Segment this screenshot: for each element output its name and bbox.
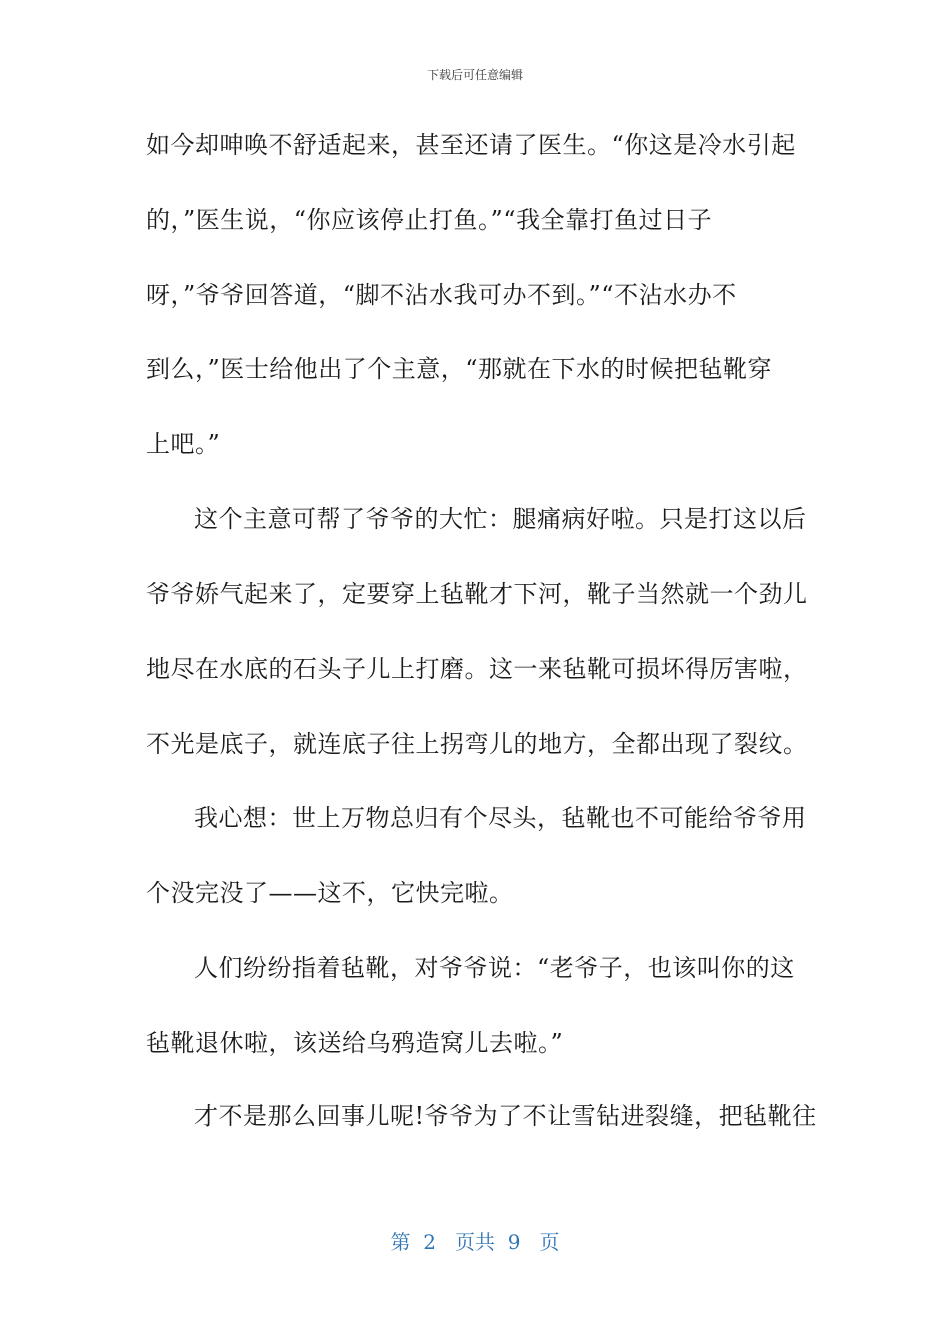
text-line: 个没完没了——这不，它快完啦。 <box>146 879 514 907</box>
text-line: 到么，”医士给他出了个主意，“那就在下水的时候把毡靴穿 <box>146 355 773 383</box>
text-line: 爷爷娇气起来了，定要穿上毡靴才下河，靴子当然就一个劲儿 <box>146 580 808 608</box>
page-number-current: 2 <box>423 1230 436 1254</box>
footer-middle: 页共 <box>455 1230 495 1254</box>
text-line: 毡靴退休啦，该送给乌鸦造窝儿去啦。” <box>146 1029 564 1057</box>
page-number-total: 9 <box>507 1230 521 1254</box>
text-line: 呀，”爷爷回答道，“脚不沾水我可办不到。”“不沾水办不 <box>146 281 737 309</box>
paragraph-start-line: 人们纷纷指着毡靴，对爷爷说：“老爷子，也该叫你的这 <box>194 954 795 982</box>
text-line: 如今却呻唤不舒适起来，甚至还请了医生。“你这是冷水引起 <box>146 131 796 159</box>
text-line: 上吧。” <box>146 430 221 458</box>
text-line: 的，”医生说，“你应该停止打鱼。”“我全靠打鱼过日子 <box>146 206 713 234</box>
paragraph-start-line: 才不是那么回事儿呢!爷爷为了不让雪钻进裂缝，把毡靴往 <box>194 1102 817 1130</box>
page-footer <box>0 1226 950 1255</box>
paragraph-start-line: 这个主意可帮了爷爷的大忙：腿痛病好啦。只是打这以后 <box>194 505 807 533</box>
footer-suffix: 页 <box>539 1230 560 1254</box>
text-line: 不光是底子，就连底子往上拐弯儿的地方，全都出现了裂纹。 <box>146 730 808 758</box>
paragraph-start-line: 我心想：世上万物总归有个尽头，毡靴也不可能给爷爷用 <box>194 804 807 832</box>
footer-prefix: 第 <box>390 1230 411 1254</box>
text-line: 地尽在水底的石头子儿上打磨。这一来毡靴可损坏得厉害啦， <box>146 655 808 683</box>
page-header: 下载后可任意编辑 <box>426 68 523 82</box>
